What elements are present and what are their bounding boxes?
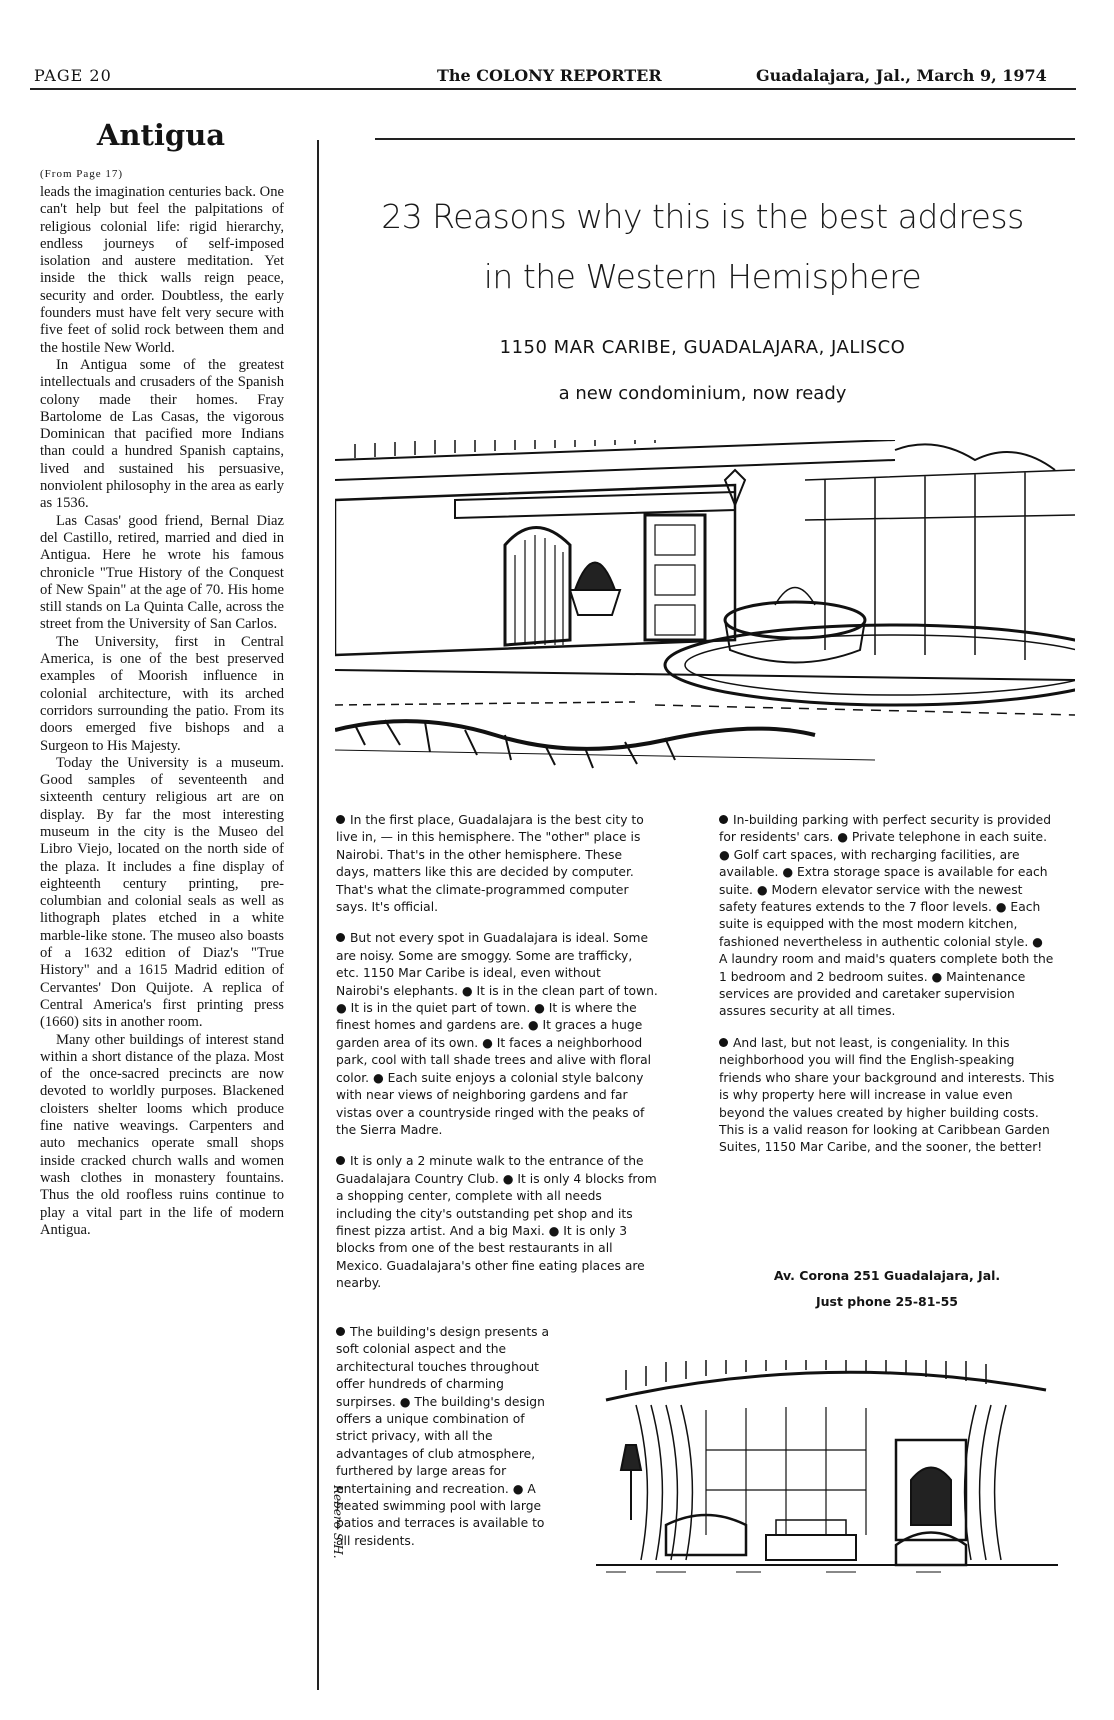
bullet-dot-icon [336, 815, 345, 824]
page-number: PAGE 20 [34, 66, 112, 85]
article-paragraph: Today the University is a museum. Good samples of seventeenth and sixteenth century religious art are on display. By far the most interesting museum in the city is the Museo del Libro Viejo, located on the north side of the plaza. It includes a fine display of eighteenth century printing, pre-columbian and colonial seals as well as lithograph plates etched in a white marble-like stone. The museo also boasts of a 1632 edition of Diaz's "True History" and a 1615 Madrid edition of Cervantes' Don Quijote. A replica of Central America's first printing press (1660) sits in another room. [40, 754, 284, 1031]
masthead-rule [30, 88, 1076, 90]
ad-tagline: a new condominium, now ready [558, 383, 847, 404]
ad-address: 1150 MAR CARIBE, GUADALAJARA, JALISCO [499, 337, 906, 358]
bullet-dot-icon [336, 1327, 345, 1336]
ad-reason-paragraph: And last, but not least, is congeniality. In this neighborhood you will find the English-speaking friends who share your background and interests. This is why property here will increase in value even beyond the values created by higher building costs. This is a valid reason for looking at Caribbean Garden Suites, 1150 Mar Caribe, and the sooner, the better! [719, 1035, 1055, 1155]
ad-headline-line-2: in the Western Hemisphere [483, 257, 922, 296]
column-divider [317, 140, 319, 1690]
courtyard-illustration [335, 440, 1075, 780]
article-paragraph: leads the imagination centuries back. One can't help but feel the palpitations of religious colonial life: rigid hierarchy, endless journeys of self-imposed isolation and austere meditation. Yet inside the thick walls reign peace, security and order. Doubtless, the early founders must have felt very secure with five feet of solid rock between them and the hostile New World. [40, 184, 284, 356]
bullet-dot-icon [719, 1038, 728, 1047]
article-jump-line: (From Page 17) [40, 168, 124, 180]
dateline: Guadalajara, Jal., March 9, 1974 [756, 66, 1047, 85]
bullet-dot-icon [336, 933, 345, 942]
ad-reason-paragraph: But not every spot in Guadalajara is ideal. Some are noisy. Some are smoggy. Some are trafficky, etc. 1150 Mar Caribe is ideal, even without Nairobi's elephants. ● It is in the clean part of town. ● It is in the quiet part of town. ● It is where the finest homes and gardens are. ● It graces a huge garden area of its own. ● It faces a neighborhood park, cool with tall shade trees and alive with floral color. ● Each suite enjoys a colonial style balcony with near views of neighboring gardens and far vistas over a countryside ringed with the peaks of the Sierra Madre. [336, 931, 658, 1137]
newspaper-name: The COLONY REPORTER [437, 66, 662, 85]
article-body [40, 184, 284, 1239]
ad-headline-line-1: 23 Reasons why this is the best address [381, 197, 1024, 236]
article-paragraph: Many other buildings of interest stand within a short distance of the plaza. Most of the once-sacred precincts are now devoted to worldly purposes. Blackened cloisters shelter looms which produce fine native weavings. Carpenters and auto mechanics operate small shops inside cracked church walls and women wash clothes in monastery fountains. Thus the old roofless ruins continue to play a vital part in the life of modern Antigua. [40, 1031, 284, 1238]
bullet-dot-icon [336, 1156, 345, 1165]
article-paragraph: Las Casas' good friend, Bernal Diaz del Castillo, retired, married and died in Antigua. Here he wrote his famous chronicle "True History of the Conquest of New Spain" at the age of 70. His home still stands on La Quinta Calle, across the street from the University of San Carlos. [40, 512, 284, 633]
ad-contact-phone: Just phone 25-81-55 [815, 1294, 959, 1309]
ad-top-rule [375, 138, 1075, 140]
article-title: Antigua [96, 118, 226, 152]
ad-narrow-column [336, 1324, 554, 1564]
interior-illustration [596, 1360, 1058, 1575]
article-paragraph: In Antigua some of the greatest intellectuals and crusaders of the Spanish colony made their homes. Fray Bartolome de Las Casas, the vigorous Dominican that pacified more Indians than could a hundred Spanish captains, lived and sustained his persuasive, nonviolent philosophy in the area as early as 1536. [40, 356, 284, 512]
ad-reason-paragraph: In-building parking with perfect security is provided for residents' cars. ● Private telephone in each suite. ● Golf cart spaces, with recharging facilities, are available. ● Extra storage space is available for each suite. ● Modern elevator service with the newest safety features extends to the 7 floor levels. ● Each suite is equipped with the most modern kitchen, fashioned nevertheless in authentic colonial style. ● A laundry room and maid's quaters complete both the 1 bedroom and 2 bedroom suites. ● Maintenance services are provided and caretaker supervision assures security at all times. [719, 813, 1054, 1019]
bullet-dot-icon [719, 815, 728, 824]
article-paragraph: The University, first in Central America, is one of the best preserved examples of Moorish influence in colonial architecture, with its arched corridors surrounding the patio. From its doors emerged five bishops and a Surgeon to His Majesty. [40, 633, 284, 754]
artist-signature: Rebero S.H. [331, 1485, 345, 1559]
ad-reason-paragraph: In the first place, Guadalajara is the best city to live in, — in this hemisphere. The "other" place is Nairobi. That's in the other hemisphere. These days, matters like this are decided by computer. That's what the climate-programmed computer says. It's official. [336, 813, 644, 915]
ad-reason-paragraph: It is only a 2 minute walk to the entrance of the Guadalajara Country Club. ● It is only 4 blocks from a shopping center, complete with all needs including the city's outstanding pet shop and its finest pizza artist. And a big Maxi. ● It is only 3 blocks from one of the best restaurants in all Mexico. Guadalajara's other fine eating places are nearby. [336, 1154, 657, 1291]
ad-right-column [719, 812, 1055, 1171]
ad-contact-address: Av. Corona 251 Guadalajara, Jal. [773, 1268, 1001, 1283]
ad-left-column [336, 812, 658, 1307]
ad-reason-paragraph: The building's design presents a soft colonial aspect and the architectural touches throughout offer hundreds of charming surpirses. ● The building's design offers a unique combination of strict privacy, with all the advantages of club atmosphere, furthered by large areas for entertaining and recreation. ● A heated swimming pool with large patios and terraces is available to all residents. [336, 1325, 550, 1548]
